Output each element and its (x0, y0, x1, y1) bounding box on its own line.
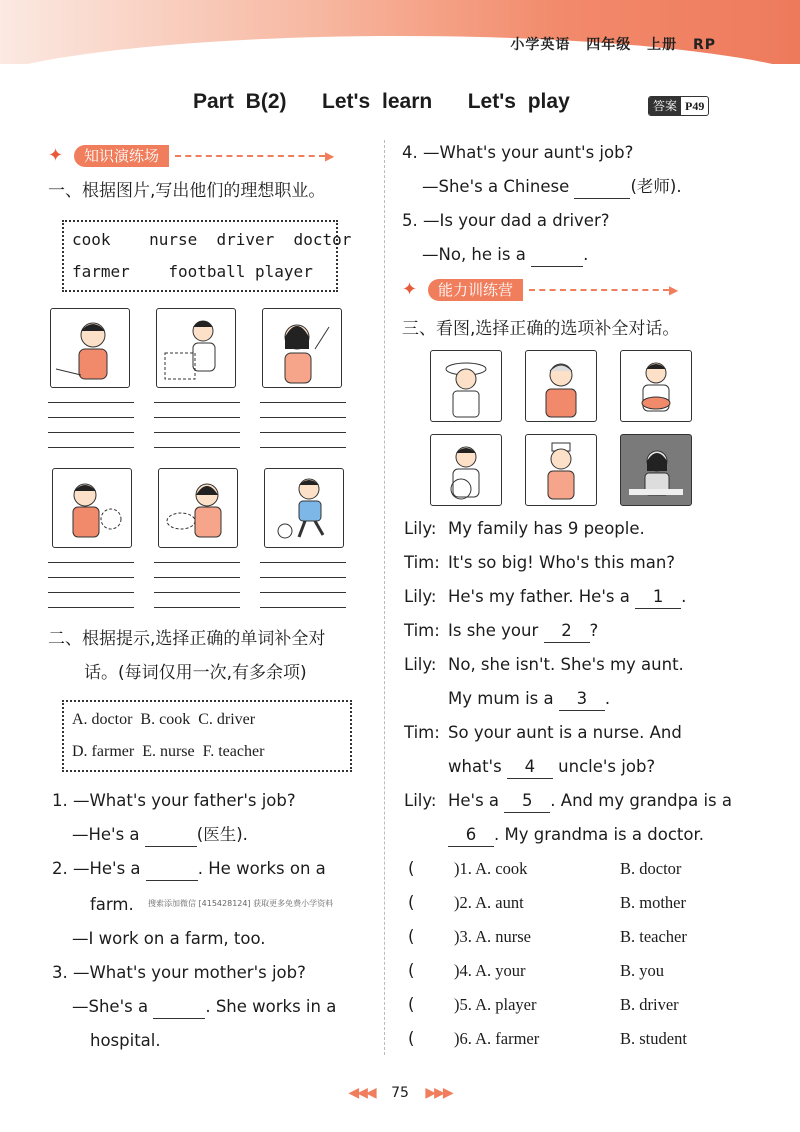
page-number: 75 (391, 1085, 409, 1101)
dashed-line (175, 155, 325, 157)
running-figure-icon: ✦ (48, 145, 64, 166)
answer-bracket[interactable]: ( (408, 995, 415, 1014)
dialogue-line (404, 790, 732, 813)
person-icon (157, 309, 235, 387)
question-2-heading-line2: 话。(每词仅用一次,有多余项) (84, 663, 307, 683)
item-text: . She works in a (205, 997, 337, 1016)
left-item-2 (72, 824, 248, 847)
person-icon (263, 309, 341, 387)
right-item-3: 5. —Is your dad a driver? (402, 211, 610, 230)
item-text: —He's a (72, 825, 145, 844)
left-item-4: farm. (90, 895, 134, 914)
speaker: Lily: (404, 587, 437, 606)
person-icon (159, 469, 237, 547)
blank-number[interactable]: 4 (507, 756, 553, 779)
line-text: . (681, 587, 687, 606)
person-icon (621, 435, 691, 505)
choice-row (408, 892, 686, 914)
right-arrows-icon: ▶▶▶ (425, 1085, 452, 1101)
left-item-3 (52, 858, 326, 881)
left-item-8: hospital. (90, 1031, 161, 1050)
options-box (62, 700, 352, 772)
line-text: No, she isn't. She's my aunt. (448, 655, 684, 674)
running-figure-icon: ✦ (402, 279, 418, 300)
answer-bracket[interactable]: ( (408, 927, 415, 946)
picture-farmer (430, 350, 502, 422)
section-tag-training (402, 278, 678, 302)
option-a: )5. A. player (454, 995, 537, 1014)
section-label: 能力训练营 (428, 279, 523, 301)
option-a: )6. A. farmer (454, 1029, 540, 1048)
item-text: —No, he is a (422, 245, 532, 264)
picture-cook (50, 308, 130, 388)
answer-lines-3[interactable] (260, 402, 346, 462)
answer-blank[interactable] (145, 824, 197, 847)
word-box (62, 220, 352, 292)
answer-label: 答案 (649, 97, 681, 115)
person-icon (431, 435, 501, 505)
line-text: My family has 9 people. (448, 519, 645, 538)
answer-bracket[interactable]: ( (408, 961, 415, 980)
options-line-1: A. doctor B. cook C. driver (72, 711, 256, 728)
choice-row (408, 994, 679, 1016)
line-text: So your aunt is a nurse. And (448, 723, 682, 742)
right-item-4 (422, 244, 588, 267)
section-tag-practice (48, 144, 334, 168)
watermark: 搜索添加微信 [415428124] 获取更多免费小学资料 (148, 899, 334, 908)
answer-blank[interactable] (153, 996, 205, 1019)
answer-lines-2[interactable] (154, 402, 240, 462)
answer-lines-5[interactable] (154, 562, 240, 622)
blank-number[interactable]: 1 (635, 586, 681, 609)
picture-teacher (262, 308, 342, 388)
section-label: 知识演练场 (74, 145, 169, 167)
choice-row (408, 926, 687, 948)
blank-number[interactable]: 2 (544, 620, 590, 643)
question-2-heading-line1: 二、根据提示,选择正确的单词补全对 (48, 629, 326, 649)
dialogue-line (404, 688, 610, 711)
left-item-1: 1. —What's your father's job? (52, 791, 296, 810)
options-line-2: D. farmer E. nurse F. teacher (72, 743, 265, 760)
item-text: (老师). (630, 177, 682, 196)
line-text: uncle's job? (552, 757, 656, 776)
answer-tag (648, 96, 709, 116)
header-info (500, 34, 716, 54)
dialogue-line (404, 756, 655, 779)
speaker: Lily: (404, 519, 437, 538)
answer-bracket[interactable]: ( (408, 1029, 415, 1048)
grade: 四年级 (586, 37, 632, 53)
dialogue-line (404, 586, 686, 609)
answer-lines-6[interactable] (260, 562, 346, 622)
option-b: B. you (620, 961, 665, 980)
dialogue-line (404, 518, 645, 540)
blank-number[interactable]: 6 (448, 824, 494, 847)
item-text: (医生). (196, 825, 248, 844)
page-title: Part B(2) Let's learn Let's play (193, 90, 570, 113)
line-text: ? (589, 621, 599, 640)
dialogue-line (404, 824, 704, 847)
picture-driver (158, 468, 238, 548)
person-icon (526, 435, 596, 505)
picture-driver (430, 434, 502, 506)
answer-blank[interactable] (531, 244, 583, 267)
column-divider (384, 140, 385, 1055)
option-b: B. teacher (620, 927, 687, 946)
option-a: )4. A. your (454, 961, 526, 980)
speaker: Lily: (404, 791, 437, 810)
picture-cook (620, 350, 692, 422)
line-text: My mum is a (448, 689, 559, 708)
page-footer (330, 1085, 470, 1101)
answer-lines-4[interactable] (48, 562, 134, 622)
choice-row (408, 858, 681, 880)
arrow-icon: ▶ (325, 149, 335, 163)
picture-doctor (52, 468, 132, 548)
left-arrows-icon: ◀◀◀ (348, 1085, 375, 1101)
picture-football-player (264, 468, 344, 548)
line-text: He's my father. He's a (448, 587, 636, 606)
item-text: —She's a Chinese (422, 177, 575, 196)
picture-painter (156, 308, 236, 388)
left-item-5: —I work on a farm, too. (72, 929, 266, 948)
option-a: )1. A. cook (454, 859, 528, 878)
person-icon (526, 351, 596, 421)
speaker: Tim: (404, 621, 440, 640)
line-text: Is she your (448, 621, 544, 640)
speaker: Tim: (404, 723, 440, 742)
speaker: Tim: (404, 553, 440, 572)
dialogue-line (404, 552, 675, 574)
person-icon (621, 351, 691, 421)
speaker: Lily: (404, 655, 437, 674)
line-text: . My grandma is a doctor. (494, 825, 704, 844)
answer-bracket[interactable]: ( (408, 893, 415, 912)
answer-bracket[interactable]: ( (408, 859, 415, 878)
person-icon (53, 469, 131, 547)
line-text: what's (448, 757, 507, 776)
dialogue-line (404, 654, 684, 676)
left-item-7 (72, 996, 336, 1019)
word-line-1: cook nurse driver doctor (72, 230, 352, 249)
arrow-icon: ▶ (669, 283, 679, 297)
picture-teacher (620, 434, 692, 506)
dialogue-line (404, 722, 682, 744)
word-line-2: farmer football player (72, 262, 313, 281)
picture-nurse (525, 434, 597, 506)
person-icon (51, 309, 129, 387)
item-text: —She's a (72, 997, 154, 1016)
right-item-1: 4. —What's your aunt's job? (402, 143, 634, 162)
option-b: B. driver (620, 995, 679, 1014)
edition: RP (692, 37, 716, 53)
picture-grandma (525, 350, 597, 422)
person-icon (265, 469, 343, 547)
option-a: )2. A. aunt (454, 893, 524, 912)
line-text: . (604, 689, 611, 708)
line-text: He's a (448, 791, 505, 810)
question-3-heading: 三、看图,选择正确的选项补全对话。 (402, 319, 680, 339)
choice-row (408, 1028, 687, 1050)
answer-lines-1[interactable] (48, 402, 134, 462)
option-b: B. student (620, 1029, 687, 1048)
left-item-6: 3. —What's your mother's job? (52, 963, 306, 982)
person-icon (431, 351, 501, 421)
line-text: . And my grandpa is a (550, 791, 732, 810)
answer-page: P49 (685, 99, 705, 113)
blank-number[interactable]: 5 (504, 790, 550, 813)
subject: 小学英语 (510, 37, 571, 53)
blank-number[interactable]: 3 (559, 688, 605, 711)
choice-row (408, 960, 664, 982)
answer-blank[interactable] (146, 858, 198, 881)
question-1-heading: 一、根据图片,写出他们的理想职业。 (48, 181, 326, 201)
dashed-line (529, 289, 669, 291)
right-item-2 (422, 176, 682, 199)
option-a: )3. A. nurse (454, 927, 531, 946)
item-text: . (583, 245, 589, 264)
dialogue-line (404, 620, 598, 643)
answer-blank[interactable] (574, 176, 630, 199)
option-b: B. doctor (620, 859, 682, 878)
item-text: . He works on a (197, 859, 326, 878)
option-b: B. mother (620, 893, 686, 912)
item-text: 2. —He's a (52, 859, 146, 878)
line-text: It's so big! Who's this man? (448, 553, 676, 572)
volume: 上册 (647, 37, 678, 53)
